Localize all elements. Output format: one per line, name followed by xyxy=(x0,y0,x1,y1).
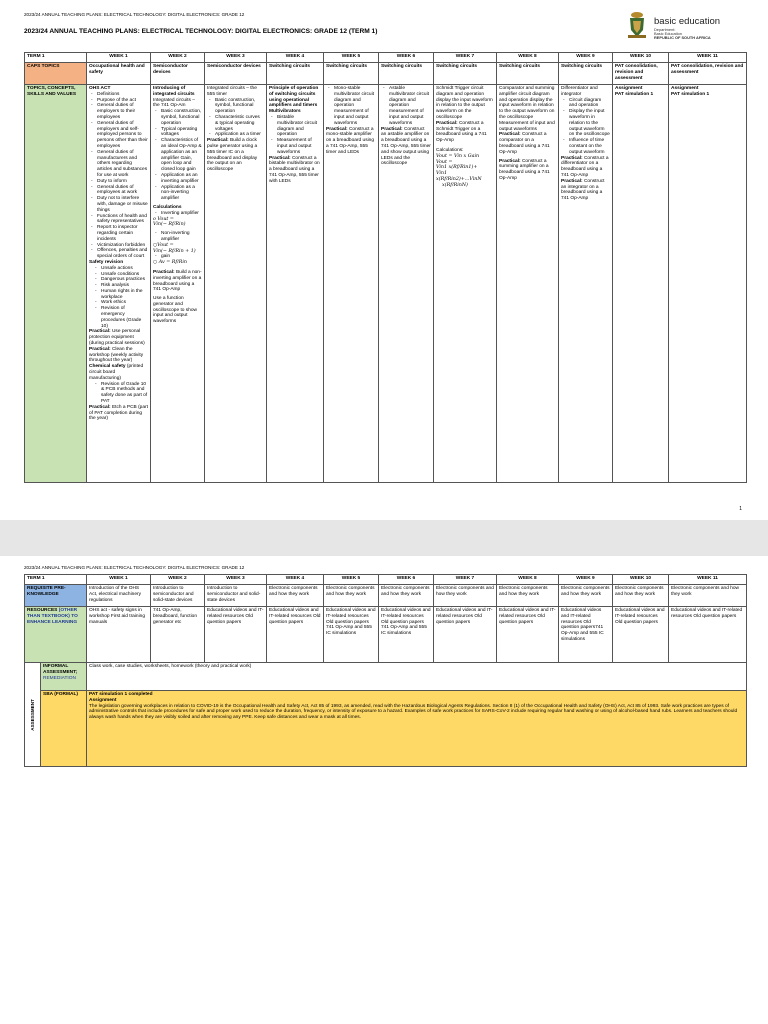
sba-line: PAT simulation 1 completed xyxy=(89,692,153,697)
week9-topics xyxy=(559,85,613,483)
practical-label: Practical: xyxy=(381,126,403,132)
list-item: - Non-inverting amplifier xyxy=(158,231,202,243)
list-item: - Duty to inform xyxy=(94,179,148,185)
list-item: - Circuit diagram and operation xyxy=(566,98,610,110)
resource-cell: Educational videos and IT-related resources Old question papers xyxy=(205,607,267,663)
list-item: - Human rights in the workplace xyxy=(98,289,148,301)
practical-text: Build a clock pulse generator using a 555 timer IC on a breadboard and display the output on an oscilloscope xyxy=(207,138,258,173)
practical-label: Practical: xyxy=(436,120,458,126)
week3-topics xyxy=(205,85,267,483)
col-header: WEEK 10 xyxy=(613,53,669,63)
caps-cell: Semiconductor devices xyxy=(151,63,205,85)
sba-label: SBA (FORMAL) xyxy=(41,691,87,767)
topic-list xyxy=(153,254,202,260)
topic-title: Safety revision xyxy=(89,259,124,265)
topic-intro: Integrated circuits – the 555 timer xyxy=(207,86,257,97)
list-item: - Astable multivibrator circuit diagram and operation measurement of input and output waveforms xyxy=(386,86,431,127)
list-item: - Basic construction, symbol, functional operation xyxy=(158,109,202,126)
topic-title: Calculations xyxy=(153,204,182,210)
requisite-cell: Electronic components and how they work xyxy=(613,585,669,607)
resource-cell: Educational videos and IT-related resources Old question papers xyxy=(669,607,747,663)
list-item: - Measurement of input and output waveforms xyxy=(274,138,321,155)
coat-of-arms-icon xyxy=(626,10,648,40)
requisite-cell: Electronic components and how they work xyxy=(669,585,747,607)
topic-intro: Differentiator and integrator xyxy=(561,86,598,97)
list-item: - gain xyxy=(158,254,202,260)
caps-cell: Switching circuits xyxy=(434,63,497,85)
practical-note xyxy=(561,156,610,179)
row-label xyxy=(25,607,87,663)
formula: Vin(− Rf/Rin) xyxy=(153,222,186,228)
list-item: - Application as a non-inverting amplifier xyxy=(158,185,202,202)
col-header: WEEK 6 xyxy=(379,53,434,63)
formula: ○Vout = xyxy=(153,242,174,248)
assessment-label: ASSESSMENT xyxy=(29,698,35,731)
practical-text: Construct a Schmidt Trigger on a breadboard using a 741 Op-Amp xyxy=(436,120,487,144)
topic-list xyxy=(153,211,202,217)
week4-topics xyxy=(267,85,324,483)
col-header: WEEK 10 xyxy=(613,575,669,585)
informal-text: Class work, case studies, worksheets, homework (theory and practical work) xyxy=(87,663,747,691)
practical-note xyxy=(436,121,494,144)
row-label-main: RESOURCES xyxy=(27,608,58,613)
chem-label: Chemical safety xyxy=(89,364,126,370)
col-header: WEEK 6 xyxy=(379,575,434,585)
col-header: WEEK 5 xyxy=(324,53,379,63)
practical-note xyxy=(207,138,264,173)
col-header: WEEK 3 xyxy=(205,575,267,585)
requisite-cell: Introduction to semiconductor and solid-state devices xyxy=(205,585,267,607)
list-item: - Definitions xyxy=(94,92,148,98)
practical-text: Clean the workshop (weekly activity throughout the year) xyxy=(89,346,144,364)
running-header: 2023/24 ANNUAL TEACHING PLANS: ELECTRICAL TECHNOLOGY: DIGITAL ELECTRONICS: GRADE 12 xyxy=(24,565,245,570)
topics-row xyxy=(25,85,747,483)
topic-title: Introducing of integrated circuits xyxy=(153,86,195,97)
practical-label: Practical: xyxy=(561,155,583,161)
sba-content xyxy=(87,691,747,767)
list-item: - Unsafe conditions xyxy=(98,272,148,278)
week7-topics xyxy=(434,85,497,483)
formula: Vout = xyxy=(436,159,453,165)
caps-row xyxy=(25,63,747,85)
topic-text: Assignment xyxy=(671,86,699,91)
row-label: REQUISITE PRE-KNOWLEDGE xyxy=(25,585,87,607)
practical-label: Practical: xyxy=(89,329,111,335)
practical-note xyxy=(561,179,610,202)
list-item: - Unsafe actions xyxy=(98,266,148,272)
informal-label: INFORMAL ASSESSMENT; xyxy=(43,664,78,675)
chem-text: (printed circuit board manufacturing) xyxy=(89,364,144,381)
practical-label: Practical: xyxy=(561,178,583,184)
topic-list xyxy=(89,92,148,260)
running-header: 2023/24 ANNUAL TEACHING PLANS: ELECTRICAL TECHNOLOGY: DIGITAL ELECTRONICS: GRADE 12 xyxy=(24,12,245,17)
sba-line: Assignment xyxy=(89,697,117,703)
topic-list xyxy=(381,86,431,127)
resource-cell: Educational videos and IT-related resources Old question papers xyxy=(613,607,669,663)
list-item: - General duties of employers to their employees xyxy=(94,103,148,120)
topic-text: PAT simulation 1 xyxy=(671,91,710,97)
caps-cell: Switching circuits xyxy=(559,63,613,85)
caps-cell: Semiconductor devices xyxy=(205,63,267,85)
topic-text: PAT simulation 1 xyxy=(615,91,654,97)
requisite-cell: Electronic components and how they work xyxy=(497,585,559,607)
resource-cell: OHS act - safety signs in workshop First aid training manuals xyxy=(87,607,151,663)
topic-title: Principle of operation of switching circuits using operational amplifiers and timers xyxy=(269,86,319,109)
topic-list xyxy=(207,98,264,139)
topics-table xyxy=(24,52,747,483)
formula: Vin1 x(Rf/Rin1)+ xyxy=(436,165,478,171)
col-header: WEEK 8 xyxy=(497,575,559,585)
requisite-cell: Electronic components and how they work xyxy=(379,585,434,607)
practical-text: Construct a mono-stable amplifier on a breadboard using a 741 Op-Amp, 555 timer and LEDs xyxy=(326,126,375,155)
informal-sub: REMEDIATION xyxy=(43,675,76,681)
list-item: - Mono-stable multivibrator circuit diagram and operation measurement of input and output waveforms xyxy=(331,86,376,127)
list-item: - Typical operating voltages xyxy=(158,127,202,139)
list-item: - Duty not to interfere with, damage or misuse things xyxy=(94,196,148,213)
topic-note: Use a function generator and oscilloscope to show input and output waveforms xyxy=(153,296,197,325)
topic-text: Comparator and summing amplifier circuit diagram and operation display the input waveform in relation to the output waveform on the oscilloscope Measurement of input and output waveforms xyxy=(499,86,555,132)
row-label-rest: (OTHER THAN TEXTBOOK) TO ENHANCE LEARNING xyxy=(27,608,78,625)
col-header: WEEK 11 xyxy=(669,53,747,63)
chemical-safety-note xyxy=(89,364,148,381)
informal-row xyxy=(25,663,747,691)
resource-cell: Educational videos and IT-related resources Old question papers xyxy=(497,607,559,663)
topic-text: Assignment xyxy=(615,86,643,91)
practical-label: Practical: xyxy=(153,269,175,275)
list-item: - Report to inspector regarding certain incidents xyxy=(94,225,148,242)
formula: Vin1 x(Rf/Rin2)+...VinN xyxy=(436,171,482,182)
list-item: - Bistable multivibrator circuit diagram and operation xyxy=(274,115,321,138)
dbe-logo xyxy=(626,10,744,42)
practical-label: Practical: xyxy=(499,158,521,164)
practical-note xyxy=(89,347,148,364)
resource-cell: Educational videos and IT-related resources Old question papers 741 Op-Amp and 555 IC simulations xyxy=(324,607,379,663)
list-item: - General duties of employers and self-employed persons to persons other than their employees xyxy=(94,121,148,150)
formula: Vout = Vin x Gain xyxy=(436,153,480,159)
practical-label: Practical: xyxy=(89,404,111,410)
col-header: WEEK 7 xyxy=(434,575,497,585)
week2-topics xyxy=(151,85,205,483)
topic-intro: Integrated circuits – the 741 Op-Am xyxy=(153,97,195,109)
topic-subtitle: Multivibrators xyxy=(269,109,301,115)
sba-row xyxy=(25,691,747,767)
list-item: - Inverting amplifier xyxy=(158,211,202,217)
practical-note xyxy=(153,270,202,293)
col-header: WEEK 8 xyxy=(497,53,559,63)
list-item: - Revision of Grade 10 & PCB methods and safety done as part of PAT xyxy=(98,382,148,405)
col-header: TERM 1 xyxy=(25,575,87,585)
practical-text: Construct a comparator on a breadboard using a 741 Op-Amp xyxy=(499,132,550,155)
resource-cell: Educational videos and IT-related resources Old question papers741 Op-Amp and 555 IC simulations xyxy=(559,607,613,663)
requisite-cell: Electronic components and how they work xyxy=(559,585,613,607)
practical-label: Practical: xyxy=(326,126,348,132)
practical-note xyxy=(499,132,556,155)
formula: Vin(− Rf/Rin + 1) xyxy=(153,248,196,254)
col-header: WEEK 7 xyxy=(434,53,497,63)
col-header: WEEK 9 xyxy=(559,53,613,63)
week8-topics xyxy=(497,85,559,483)
document-title: 2023/24 ANNUAL TEACHING PLANS: ELECTRICAL TECHNOLOGY: DIGITAL ELECTRONICS: GRADE 12 (TERM 1) xyxy=(24,28,378,35)
resource-cell: 741 Op-Amp, breadboard, function generator etc xyxy=(151,607,205,663)
col-header: WEEK 3 xyxy=(205,53,267,63)
informal-label-cell xyxy=(41,663,87,691)
resource-cell: Educational videos and IT-related resources Old question papers xyxy=(267,607,324,663)
col-header: WEEK 4 xyxy=(267,575,324,585)
caps-cell: Switching circuits xyxy=(379,63,434,85)
list-item: - Application as a timer xyxy=(212,132,264,138)
col-header: WEEK 1 xyxy=(87,53,151,63)
requisite-cell: Electronic components and how they work xyxy=(324,585,379,607)
resource-cell: Educational videos and IT-related resources Old question papers 741 Op-Amp and 555 IC simulations xyxy=(379,607,434,663)
topic-list xyxy=(326,86,376,127)
row-label: CAPS TOPICS xyxy=(25,63,87,85)
requisite-cell: Introduction to semiconductor and solid-state devices xyxy=(151,585,205,607)
practical-label: Practical: xyxy=(269,155,291,161)
practical-note xyxy=(89,405,148,422)
row-label: TOPICS, CONCEPTS, SKILLS AND VALUES xyxy=(25,85,87,483)
practical-text: Construct a differentiator on a breadboard using a 741 Op-Amp xyxy=(561,155,609,178)
calc-title: Calculations: xyxy=(436,147,464,153)
col-header: WEEK 4 xyxy=(267,53,324,63)
list-item: - Display the input waveform in relation to the output waveform on the oscilloscope xyxy=(566,109,610,138)
practical-text: Construct a bistable multivibrator on a breadboard using a 741 Op-Amp, 555 timer with LEDs xyxy=(269,155,320,184)
list-item: - Purpose of the act xyxy=(94,98,148,104)
list-item: - Functions of health and safety representatives xyxy=(94,214,148,226)
logo-line: Basic Education xyxy=(654,31,682,36)
list-item: - General duties of employees at work xyxy=(94,185,148,197)
week5-topics xyxy=(324,85,379,483)
list-item: - Risk analysis xyxy=(98,283,148,289)
topic-list xyxy=(153,109,202,202)
requisite-cell: Introduction of the OHS Act, electrical machinery regulations xyxy=(87,585,151,607)
requisite-cell: Electronic components and how they work xyxy=(434,585,497,607)
practical-note xyxy=(326,127,376,156)
formula: o Vout = xyxy=(153,216,174,222)
list-item: - Influence of time constant on the output waveform xyxy=(566,138,610,155)
resources-table xyxy=(24,574,747,767)
list-item: - Work ethics xyxy=(98,300,148,306)
practical-text: Build a non-inverting amplifier on a breadboard using a 741 Op-Amp xyxy=(153,269,202,293)
page-number: 1 xyxy=(739,506,742,512)
caps-cell: Switching circuits xyxy=(267,63,324,85)
assessment-side-label xyxy=(25,663,41,767)
topic-list xyxy=(89,382,148,405)
list-item: - Victimization forbidden xyxy=(94,243,148,249)
topic-list xyxy=(89,266,148,330)
col-header: TERM 1 xyxy=(25,53,87,63)
practical-text: Construct an integrator on a breadboard using a 741 Op-Amp xyxy=(561,178,605,202)
practical-note xyxy=(381,127,431,168)
practical-text: Construct a summing amplifier on a breadboard using a 741 Op-Amp xyxy=(499,158,550,181)
header-row xyxy=(25,575,747,585)
col-header: WEEK 1 xyxy=(87,575,151,585)
list-item: - Basic construction, symbol, functional operation xyxy=(212,98,264,115)
caps-cell: PAT consolidation, revision and assessment xyxy=(613,63,669,85)
topic-list xyxy=(269,115,321,156)
topic-list xyxy=(561,98,610,156)
list-item: - Application as an inverting amplifier xyxy=(158,173,202,185)
resources-row xyxy=(25,607,747,663)
practical-note xyxy=(89,329,148,346)
week6-topics xyxy=(379,85,434,483)
list-item: - Revision of emergency procedures (Grade 10) xyxy=(98,306,148,329)
caps-cell: Switching circuits xyxy=(497,63,559,85)
formula: ○ Av = Rf/Rin xyxy=(153,260,187,266)
week11-topics xyxy=(669,85,747,483)
caps-cell: PAT consolidation, revision and assessment xyxy=(669,63,747,85)
list-item: - Characteristic curves & typical operating voltages xyxy=(212,115,264,132)
practical-label: Practical: xyxy=(499,132,521,138)
sba-text: The legislation governing workplaces in relation to COVID-19 is the Occupational Health and Safety Act, Act 85 of 1993, as amended, read with the Hazardous Biological Agents Regulations. Section 8 (1) of the Occupational Health and Safety (OHS) Act, Act 85 of 1993. Safe work practices are types of administrative controls that include procedures for safe and proper work used to reduce the duration, frequency, or intensity of exposure to a hazard. Examples of safe work practices for SARS-CoV-2 include requiring regular hand washing or using of alcohol-based hand rubs. Learners and teachers should always wash hands when they are visibly soiled and after removing any PPE. Keep safe distances and wear a mask at all times. xyxy=(89,703,738,721)
col-header: WEEK 11 xyxy=(669,575,747,585)
practical-note xyxy=(499,159,556,182)
requisite-row xyxy=(25,585,747,607)
header-row xyxy=(25,53,747,63)
practical-text: Construct an astable amplifier on a breadboard using a 741 Op-Amp, 555 timer and show output using LEDs and the oscilloscope xyxy=(381,126,431,167)
page-2 xyxy=(0,556,768,1024)
col-header: WEEK 2 xyxy=(151,53,205,63)
topic-list xyxy=(153,231,202,243)
formula: x(Rf/RinN) xyxy=(442,182,468,188)
col-header: WEEK 2 xyxy=(151,575,205,585)
caps-cell: Occupational health and safety xyxy=(87,63,151,85)
logo-line: Department: xyxy=(654,27,676,32)
logo-line: REPUBLIC OF SOUTH AFRICA xyxy=(654,35,711,40)
week1-topics xyxy=(87,85,151,483)
list-item: - Characteristics of an ideal Op-Amp & application as an amplifier Gain, open loop and closed loop gain xyxy=(158,138,202,173)
caps-cell: Switching circuits xyxy=(324,63,379,85)
list-item: - Offences, penalties and special orders of court xyxy=(94,248,148,260)
logo-name: basic education xyxy=(654,16,721,27)
list-item: - General duties of manufacturers and others regarding articles and substances for use at work xyxy=(94,150,148,179)
topic-text: Schmidt Trigger circuit diagram and operation display the input waveform in relation to the output waveform on the oscilloscope xyxy=(436,86,493,120)
practical-note xyxy=(269,156,321,185)
practical-text: Use personal protection equipment (during practical sessions) xyxy=(89,329,145,347)
col-header: WEEK 9 xyxy=(559,575,613,585)
practical-text: Etch a PCB (part of PAT completion during the year) xyxy=(89,404,148,422)
col-header: WEEK 5 xyxy=(324,575,379,585)
week10-topics xyxy=(613,85,669,483)
resource-cell: Educational videos and IT-related resources Old question papers xyxy=(434,607,497,663)
requisite-cell: Electronic components and how they work xyxy=(267,585,324,607)
practical-label: Practical: xyxy=(89,346,111,352)
topic-title: OHS ACT xyxy=(89,86,111,91)
practical-label: Practical: xyxy=(207,138,229,144)
list-item: - Dangerous practices xyxy=(98,277,148,283)
